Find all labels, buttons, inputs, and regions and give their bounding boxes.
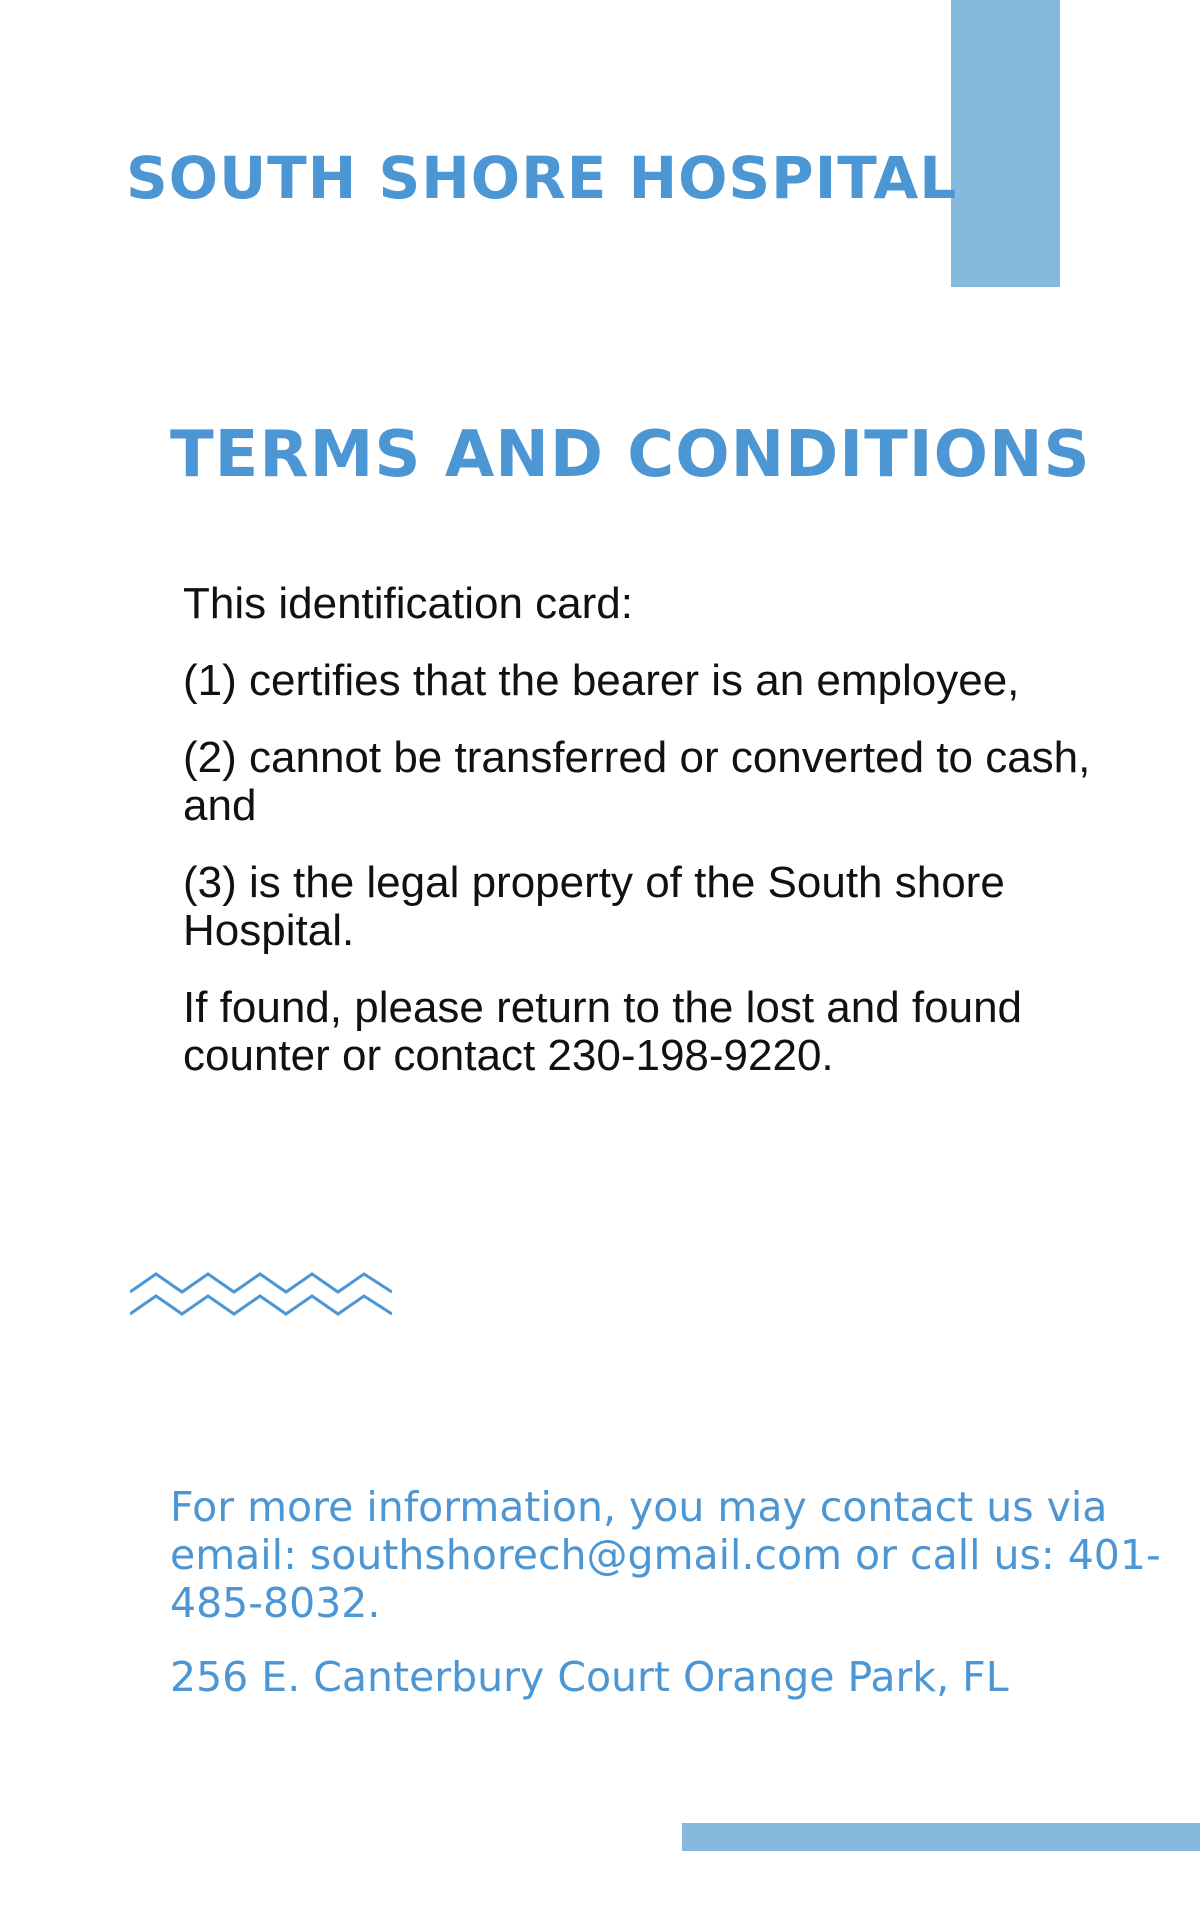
terms-intro: This identification card: — [183, 579, 633, 628]
zigzag-line-bottom — [130, 1296, 392, 1314]
zigzag-decoration — [130, 1262, 392, 1318]
hospital-name: SOUTH SHORE HOSPITAL — [126, 144, 958, 212]
terms-item-3: (3) is the legal property of the South shore Hospital. — [183, 858, 1005, 955]
contact-block — [170, 1483, 1190, 1727]
zigzag-line-top — [130, 1274, 392, 1292]
terms-body — [183, 580, 1113, 1109]
decorative-bar-top — [951, 0, 1060, 287]
terms-title: TERMS AND CONDITIONS — [170, 418, 1091, 492]
contact-info: For more information, you may contact us via email: southshorech@gmail.com or call us: 401-485-8032. — [170, 1483, 1161, 1627]
terms-item-2: (2) cannot be transferred or converted to cash, and — [183, 733, 1091, 830]
lost-notice: If found, please return to the lost and found counter or contact 230-198-9220. — [183, 983, 1023, 1080]
address: 256 E. Canterbury Court Orange Park, FL — [170, 1653, 1009, 1701]
decorative-bar-bottom — [682, 1823, 1200, 1851]
terms-item-1: (1) certifies that the bearer is an employee, — [183, 656, 1020, 705]
